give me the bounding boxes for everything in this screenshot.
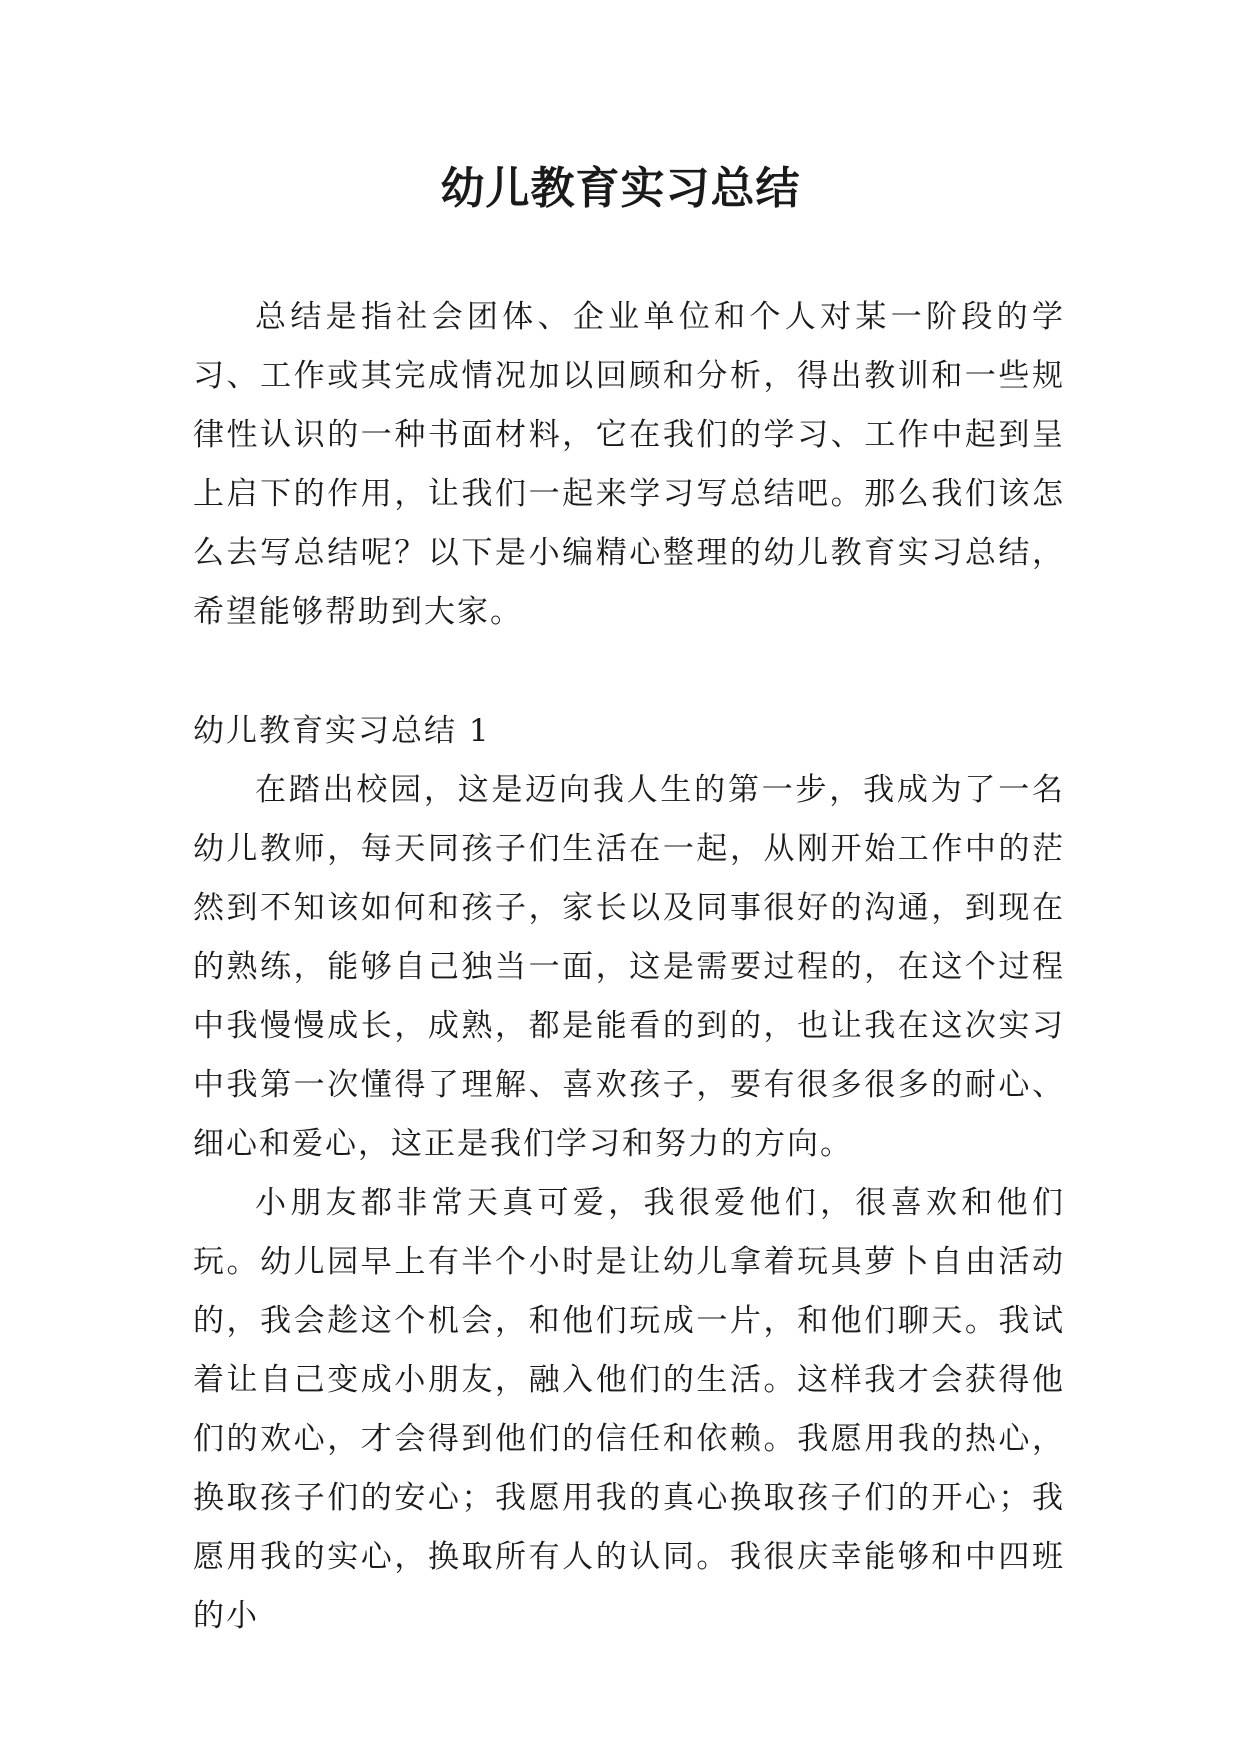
- body-paragraph-1: 在踏出校园，这是迈向我人生的第一步，我成为了一名幼儿教师，每天同孩子们生活在一起，从刚开始工作中的茫然到不知该如何和孩子，家长以及同事很好的沟通，到现在的熟练，能够自己独当一面，这是需要过程的，在这个过程中我慢慢成长，成熟，都是能看的到的，也让我在这次实习中我第一次懂得了理解、喜欢孩子，要有很多很多的耐心、细心和爱心，这正是我们学习和努力的方向。: [193, 772, 1065, 1162]
- document-title: 幼儿教育实习总结: [440, 163, 801, 214]
- document-body: [193, 288, 1065, 1646]
- body-paragraph-2: 小朋友都非常天真可爱，我很爱他们，很喜欢和他们玩。幼儿园早上有半个小时是让幼儿拿着玩具萝卜自由活动的，我会趁这个机会，和他们玩成一片，和他们聊天。我试着让自己变成小朋友，融入他们的生活。这样我才会获得他们的欢心，才会得到他们的信任和依赖。我愿用我的热心，换取孩子们的安心；我愿用我的真心换取孩子们的开心；我愿用我的实心，换取所有人的认同。我很庆幸能够和中四班的小: [193, 1185, 1065, 1634]
- intro-paragraph: 总结是指社会团体、企业单位和个人对某一阶段的学习、工作或其完成情况加以回顾和分析，得出教训和一些规律性认识的一种书面材料，它在我们的学习、工作中起到呈上启下的作用，让我们一起来学习写总结吧。那么我们该怎么去写总结呢？以下是小编精心整理的幼儿教育实习总结，希望能够帮助到大家。: [193, 299, 1065, 630]
- section-heading: 幼儿教育实习总结 1: [193, 713, 491, 749]
